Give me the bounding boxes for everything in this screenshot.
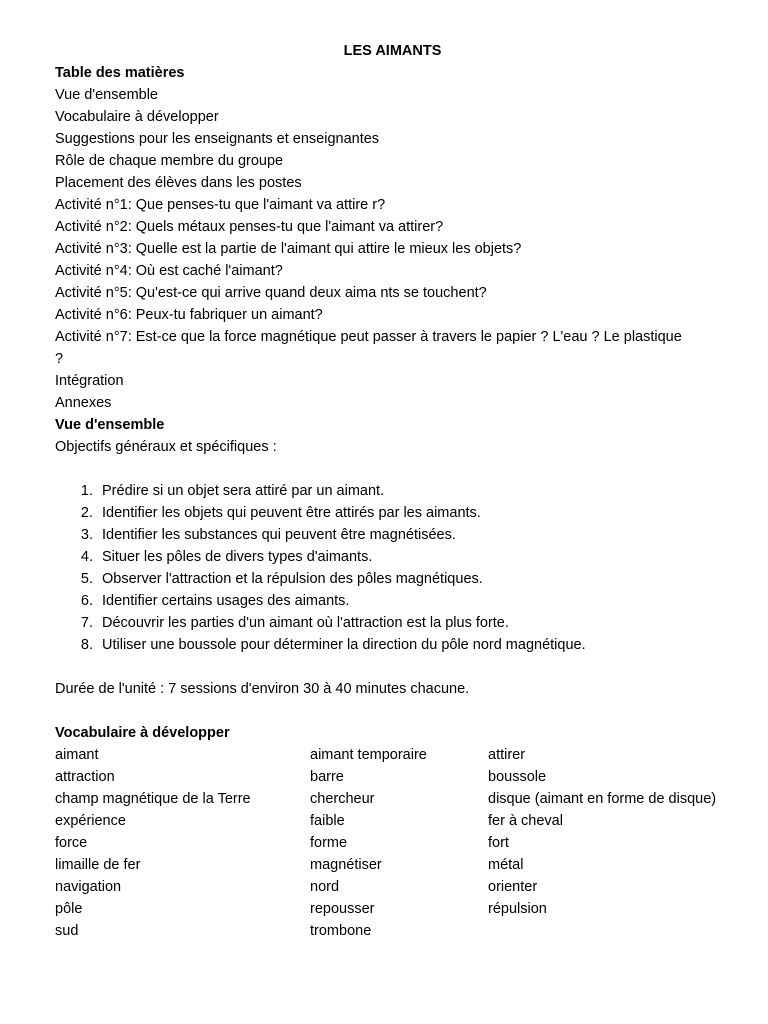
vocabulary-row: [55, 788, 745, 810]
objective-item: [55, 634, 745, 656]
objective-text: Situer les pôles de divers types d'aimants.: [102, 549, 373, 565]
vocabulary-word: fort: [488, 835, 509, 851]
toc-item: Vue d'ensemble: [55, 87, 158, 103]
objective-number: 4.: [80, 549, 93, 565]
objective-item: [55, 568, 745, 590]
vocabulary-word: navigation: [55, 879, 122, 895]
vocabulary-word: sud: [55, 923, 79, 939]
vocabulary-word: attirer: [488, 747, 526, 763]
overview-heading: Vue d'ensemble: [55, 417, 165, 433]
objective-text: Utiliser une boussole pour déterminer la direction du pôle nord magnétique.: [102, 637, 586, 653]
objective-item: [55, 546, 745, 568]
vocabulary-row: [55, 920, 745, 942]
objective-item: [55, 590, 745, 612]
objective-text: Identifier les objets qui peuvent être attirés par les aimants.: [102, 505, 481, 521]
objective-item: [55, 502, 745, 524]
vocabulary-word: trombone: [310, 923, 372, 939]
vocabulary-word: aimant: [55, 747, 99, 763]
vocabulary-word: fer à cheval: [488, 813, 563, 829]
toc-item: Activité n°6: Peux-tu fabriquer un aimant?: [55, 307, 323, 323]
objective-text: Identifier certains usages des aimants.: [102, 593, 350, 609]
vocabulary-word: limaille de fer: [55, 857, 141, 873]
objectives-list: [55, 480, 745, 656]
toc-item: Activité n°2: Quels métaux penses-tu que l'aimant va attirer?: [55, 219, 444, 235]
vocabulary-row: [55, 832, 745, 854]
vocabulary-word: attraction: [55, 769, 115, 785]
vocabulary-word: champ magnétique de la Terre: [55, 791, 251, 807]
toc-item: ?: [55, 351, 64, 367]
vocabulary-row: [55, 810, 745, 832]
document-page: [55, 40, 745, 942]
vocabulary-word: force: [55, 835, 88, 851]
vocabulary-row: [55, 898, 745, 920]
vocabulary-table: [55, 744, 745, 942]
vocabulary-row: [55, 744, 745, 766]
toc-item: Placement des élèves dans les postes: [55, 175, 302, 191]
toc-item: Vocabulaire à développer: [55, 109, 219, 125]
vocabulary-row: [55, 766, 745, 788]
vocabulary-word: métal: [488, 857, 524, 873]
table-of-contents: [55, 84, 745, 414]
spacer: [55, 458, 745, 480]
vocabulary-row: [55, 854, 745, 876]
vocabulary-word: disque (aimant en forme de disque): [488, 791, 717, 807]
vocabulary-word: nord: [310, 879, 340, 895]
objective-text: Découvrir les parties d'un aimant où l'attraction est la plus forte.: [102, 615, 509, 631]
toc-heading: Table des matières: [55, 65, 185, 81]
vocabulary-word: pôle: [55, 901, 83, 917]
objective-item: [55, 612, 745, 634]
document-title: LES AIMANTS: [343, 43, 442, 59]
unit-duration: Durée de l'unité : 7 sessions d'environ 30 à 40 minutes chacune.: [55, 681, 470, 697]
objective-item: [55, 480, 745, 502]
toc-item: Activité n°5: Qu'est-ce qui arrive quand deux aima nts se touchent?: [55, 285, 487, 301]
objective-number: 1.: [80, 483, 93, 499]
objective-text: Identifier les substances qui peuvent être magnétisées.: [102, 527, 456, 543]
vocabulary-row: [55, 876, 745, 898]
toc-item: Activité n°3: Quelle est la partie de l'aimant qui attire le mieux les objets?: [55, 241, 522, 257]
vocabulary-word: aimant temporaire: [310, 747, 427, 763]
objectives-label: Objectifs généraux et spécifiques :: [55, 439, 277, 455]
objective-number: 2.: [80, 505, 93, 521]
vocabulary-heading: Vocabulaire à développer: [55, 725, 230, 741]
toc-item: Suggestions pour les enseignants et enseignantes: [55, 131, 380, 147]
toc-item: Rôle de chaque membre du groupe: [55, 153, 284, 169]
spacer: [55, 656, 745, 678]
vocabulary-word: chercheur: [310, 791, 375, 807]
objective-number: 3.: [80, 527, 93, 543]
vocabulary-word: forme: [310, 835, 348, 851]
vocabulary-word: répulsion: [488, 901, 547, 917]
toc-item: Activité n°4: Où est caché l'aimant?: [55, 263, 283, 279]
spacer: [55, 700, 745, 722]
vocabulary-word: repousser: [310, 901, 375, 917]
vocabulary-word: boussole: [488, 769, 547, 785]
toc-item: Activité n°1: Que penses-tu que l'aimant va attire r?: [55, 197, 386, 213]
toc-item: Annexes: [55, 395, 112, 411]
toc-item: Intégration: [55, 373, 124, 389]
objective-number: 6.: [80, 593, 93, 609]
objective-number: 7.: [80, 615, 93, 631]
objective-item: [55, 524, 745, 546]
objective-number: 5.: [80, 571, 93, 587]
vocabulary-word: barre: [310, 769, 344, 785]
objective-text: Observer l'attraction et la répulsion des pôles magnétiques.: [102, 571, 483, 587]
vocabulary-word: orienter: [488, 879, 538, 895]
objective-text: Prédire si un objet sera attiré par un aimant.: [102, 483, 385, 499]
vocabulary-word: faible: [310, 813, 345, 829]
objective-number: 8.: [80, 637, 93, 653]
toc-item: Activité n°7: Est-ce que la force magnétique peut passer à travers le papier ? L'eau ? Le plastique: [55, 329, 682, 345]
vocabulary-word: expérience: [55, 813, 126, 829]
vocabulary-word: magnétiser: [310, 857, 382, 873]
